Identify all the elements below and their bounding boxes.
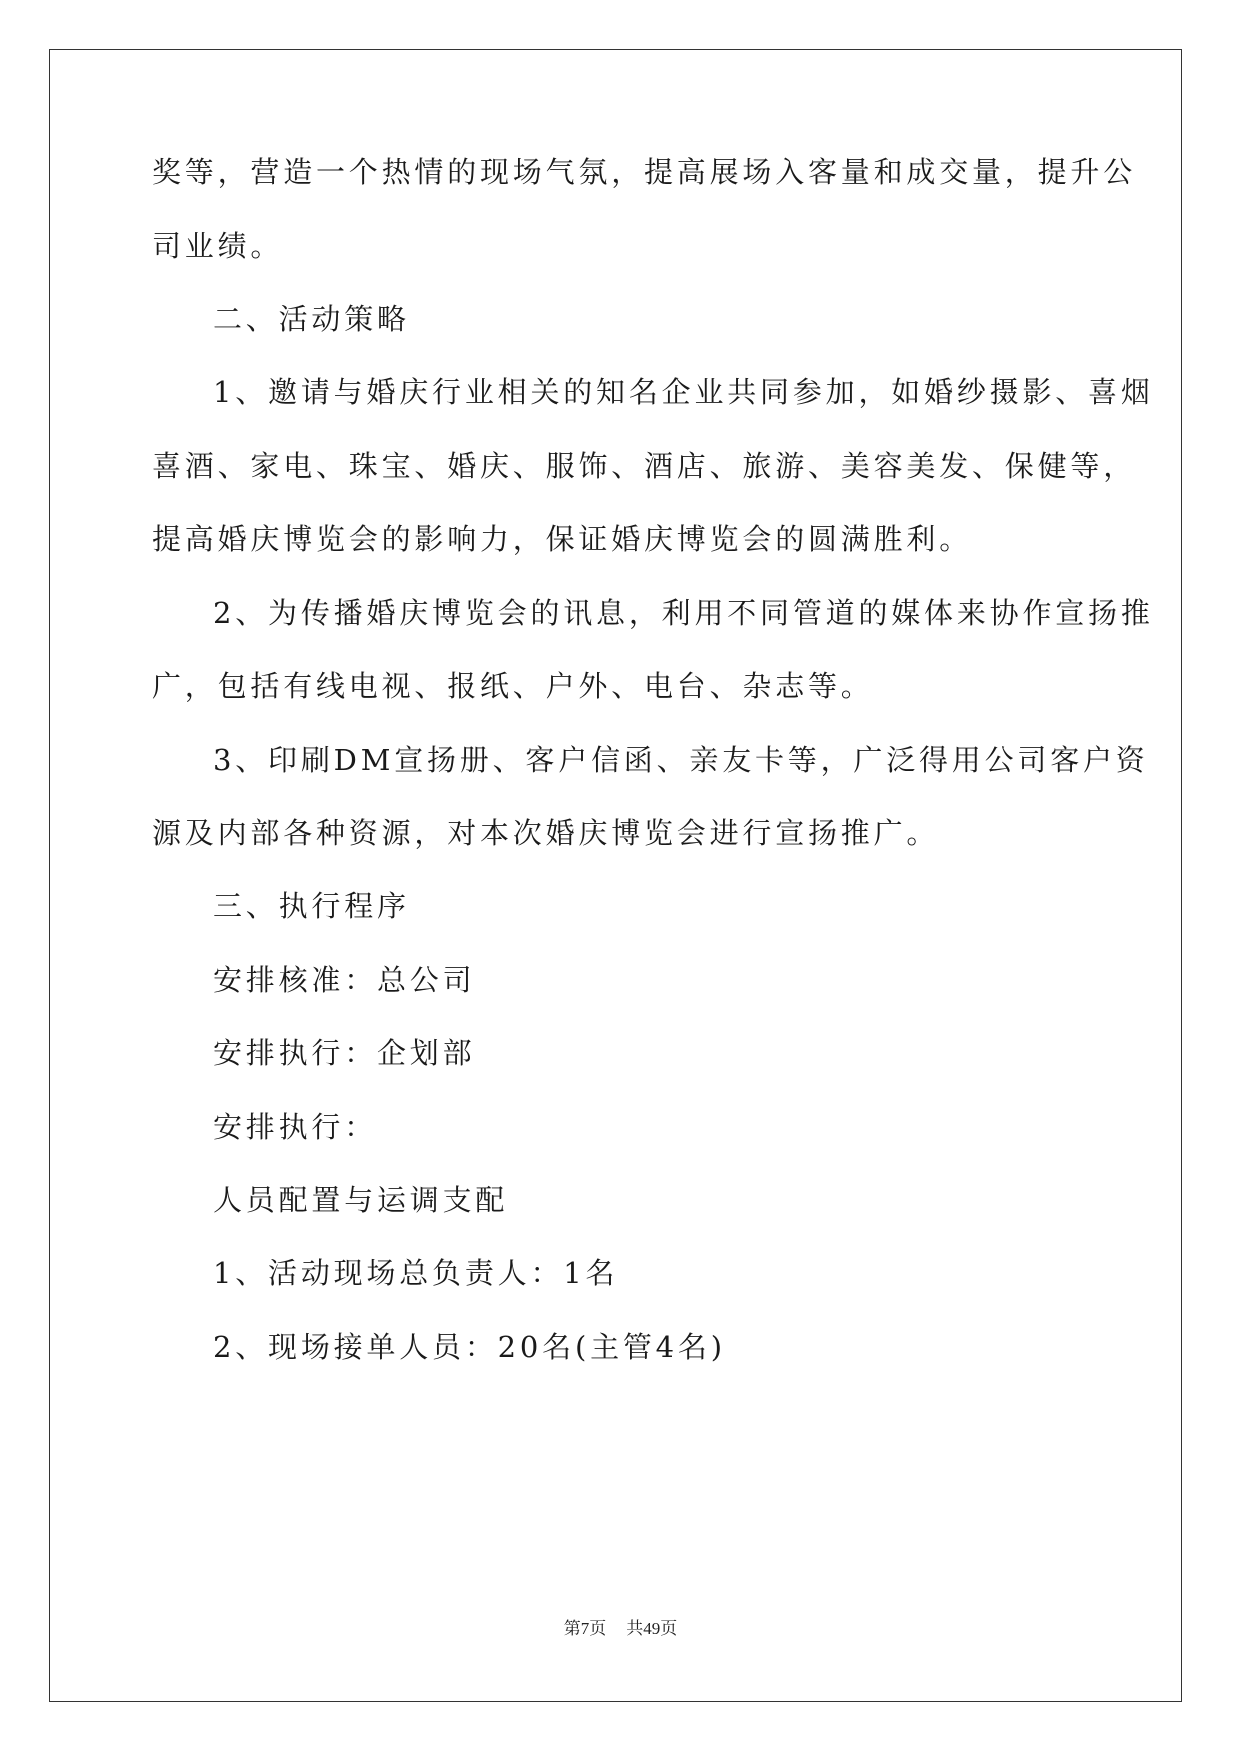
- page-total: 共49页: [626, 1619, 678, 1638]
- body-text-line: 源及内部各种资源，对本次婚庆博览会进行宣扬推广。: [152, 816, 940, 850]
- body-text-line: 人员配置与运调支配: [213, 1183, 509, 1217]
- body-text-line: 2、为传播婚庆博览会的讯息，利用不同管道的媒体来协作宣扬推: [213, 596, 1154, 630]
- section-heading: 三、执行程序: [213, 889, 410, 923]
- body-text-line: 3、印刷DM宣扬册、客户信函、亲友卡等，广泛得用公司客户资: [213, 743, 1149, 777]
- page-footer: [0, 1618, 1241, 1640]
- body-text-line: 1、活动现场总负责人：1名: [213, 1256, 619, 1290]
- page-border: [49, 49, 1182, 1702]
- body-text-line: 2、现场接单人员：20名(主管4名): [213, 1330, 726, 1364]
- body-text-line: 喜酒、家电、珠宝、婚庆、服饰、酒店、旅游、美容美发、保健等，: [152, 449, 1137, 483]
- body-text-line: 安排执行：企划部: [213, 1036, 476, 1070]
- body-text-line: 安排核准：总公司: [213, 963, 476, 997]
- body-text-line: 司业绩。: [152, 229, 284, 263]
- section-heading: 二、活动策略: [213, 302, 410, 336]
- body-text-line: 广，包括有线电视、报纸、户外、电台、杂志等。: [152, 669, 874, 703]
- body-text-line: 奖等，营造一个热情的现场气氛，提高展场入客量和成交量，提升公: [152, 155, 1137, 189]
- body-text-line: 安排执行：: [213, 1110, 378, 1144]
- body-text-line: 1、邀请与婚庆行业相关的知名企业共同参加，如婚纱摄影、喜烟: [213, 375, 1154, 409]
- body-text-line: 提高婚庆博览会的影响力，保证婚庆博览会的圆满胜利。: [152, 522, 973, 556]
- page-number: 第7页: [563, 1619, 607, 1638]
